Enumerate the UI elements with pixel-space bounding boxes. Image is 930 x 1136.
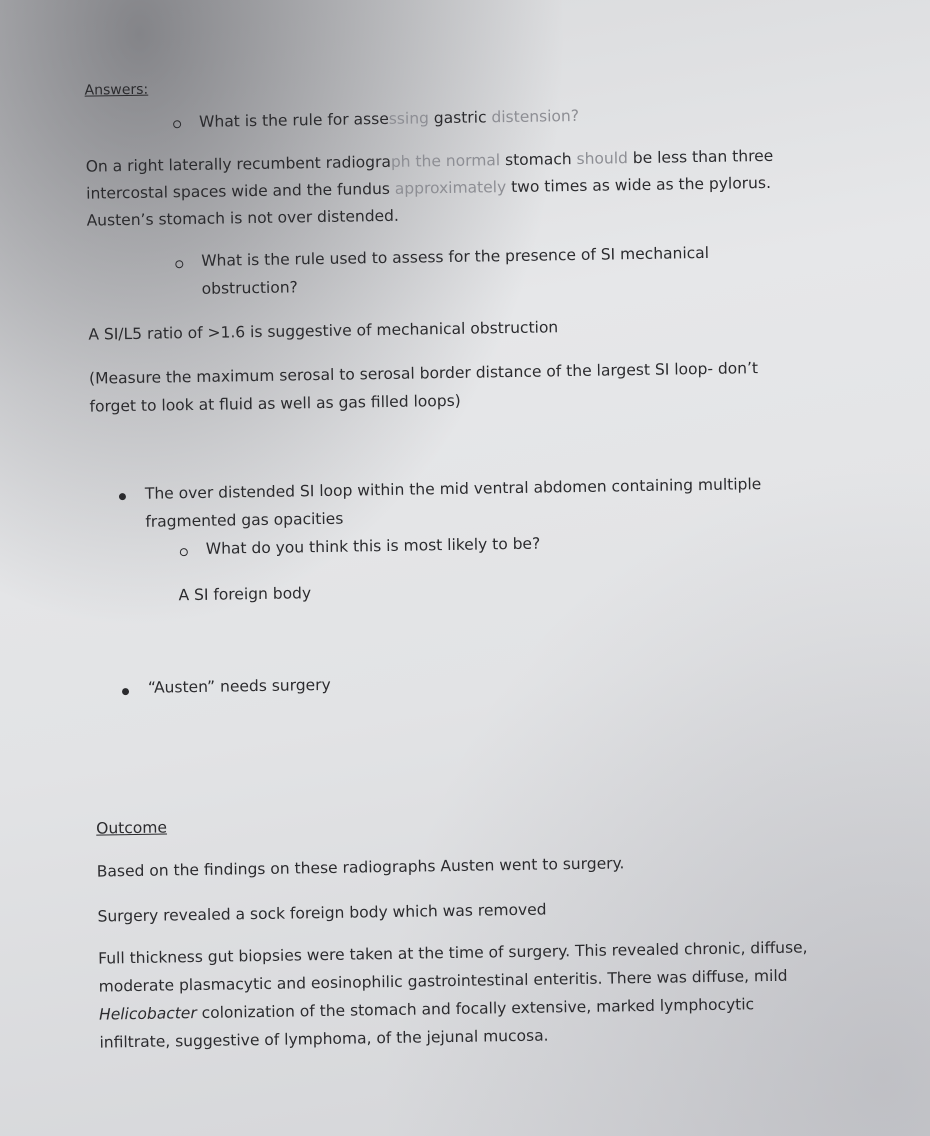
solid-bullet-icon [119,493,126,500]
question-si-obstruction-line2: obstruction? [201,278,298,298]
answer-foreign-body: A SI foreign body [178,584,312,605]
question-most-likely: What do you think this is most likely to be? [205,534,541,558]
outcome-paragraph-3-line3: Helicobacter colonization of the stomach and focally extensive, marked lymphocytic [98,995,755,1024]
paragraph-measure-line1: (Measure the maximum serosal to serosal border distance of the largest SI loop- don’t [88,359,759,388]
paragraph-stomach-rule-line1: On a right laterally recumbent radiograph the normal stomach should be less than three [85,146,774,176]
paragraph-measure-line2: forget to look at fluid as well as gas filled loops) [89,391,461,416]
outcome-paragraph-1: Based on the findings on these radiographs Austen went to surgery. [96,854,625,881]
hollow-bullet-icon [173,120,181,128]
outcome-paragraph-3-line4: infiltrate, suggestive of lymphoma, of the jejunal mucosa. [99,1026,549,1052]
outcome-paragraph-3-line1: Full thickness gut biopsies were taken at the time of surgery. This revealed chronic, diffuse, [98,938,808,968]
question-gastric-distension: What is the rule for assessing gastric distension? [198,106,580,131]
outcome-paragraph-2: Surgery revealed a sock foreign body which was removed [97,900,547,926]
paragraph-si-l5-ratio: A SI/L5 ratio of >1.6 is suggestive of mechanical obstruction [88,318,559,344]
hollow-bullet-icon [180,548,188,556]
outcome-heading: Outcome [96,818,168,838]
bullet-austen-surgery: “Austen” needs surgery [147,675,331,697]
bullet-si-loop-line1: The over distended SI loop within the mid ventral abdomen containing multiple [144,475,762,503]
answers-heading: Answers: [84,81,149,99]
paragraph-stomach-rule-line2: intercostal spaces wide and the fundus approximately two times as wide as the pylorus. [86,173,772,203]
question-si-obstruction-line1: What is the rule used to assess for the presence of SI mechanical [201,243,710,270]
hollow-bullet-icon [175,260,183,268]
bullet-si-loop-line2: fragmented gas opacities [145,509,344,531]
outcome-paragraph-3-line2: moderate plasmacytic and eosinophilic gastrointestinal enteritis. There was diffuse, mild [98,966,788,996]
solid-bullet-icon [122,688,129,695]
paragraph-stomach-rule-line3: Austen’s stomach is not over distended. [86,206,400,230]
